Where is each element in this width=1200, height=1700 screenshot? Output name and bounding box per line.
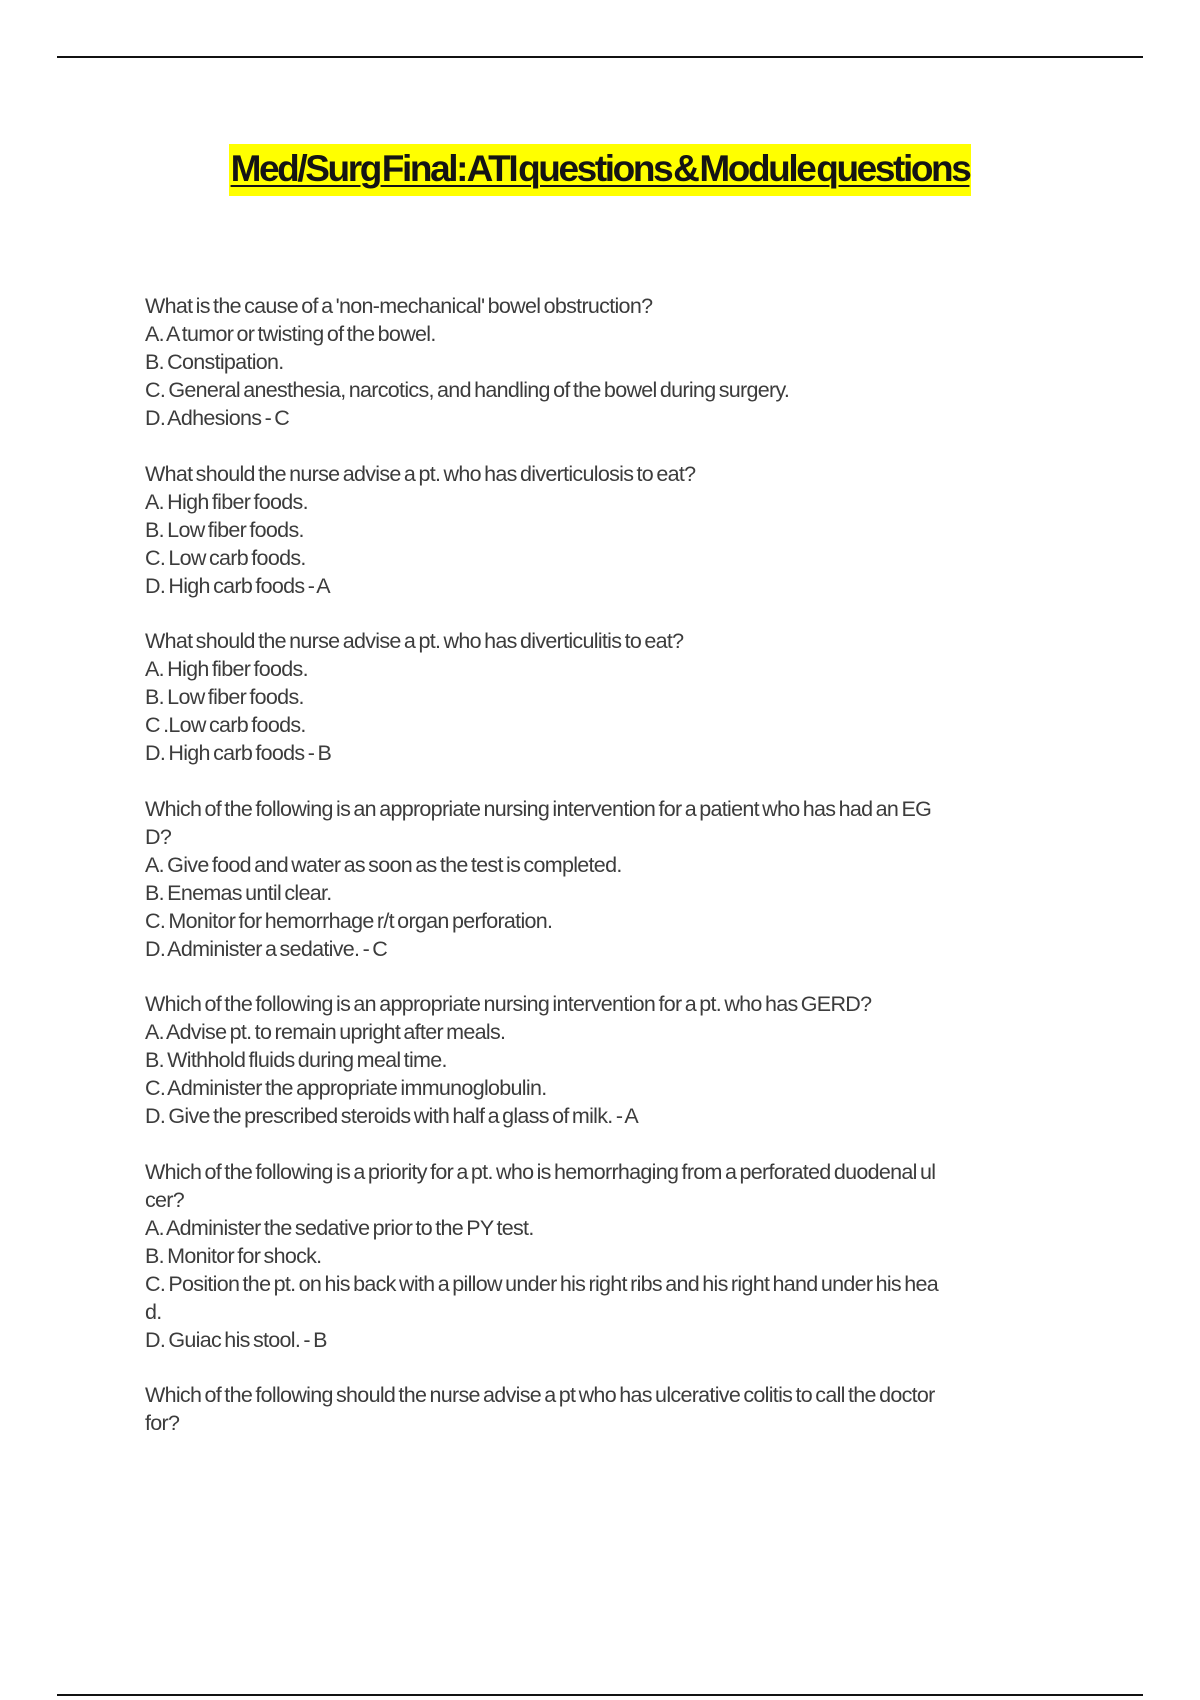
top-rule xyxy=(57,56,1143,58)
question-block xyxy=(145,292,1085,432)
answer-option: A. Administer the sedative prior to the PY test. xyxy=(145,1215,534,1240)
answer-option: B. Withhold fluids during meal time. xyxy=(145,1048,447,1072)
answer-option: B. Enemas until clear. xyxy=(145,880,332,905)
answer-option: A. A tumor or twisting of the bowel. xyxy=(145,322,436,346)
question-block xyxy=(145,990,1085,1130)
bottom-rule xyxy=(57,1694,1143,1696)
answer-option: C. General anesthesia, narcotics, and handling of the bowel during surgery. xyxy=(145,378,790,402)
document-title: Med/Surg Final: ATI questions & Module questions xyxy=(229,144,972,196)
answer-option: D. Adhesions - C xyxy=(145,406,290,430)
answer-option: B. Monitor for shock. xyxy=(145,1243,322,1268)
question-block xyxy=(145,795,1085,963)
answer-option: B. Low fiber foods. xyxy=(145,517,304,542)
answer-option: D. Give the prescribed steroids with half a glass of milk. - A xyxy=(145,1104,639,1128)
answer-option: C .Low carb foods. xyxy=(145,713,306,737)
answer-option: A. High fiber foods. xyxy=(145,657,308,681)
answer-option: d. xyxy=(145,1299,162,1324)
answer-option: D. Administer a sedative. - C xyxy=(145,936,388,961)
question-list xyxy=(145,292,1085,1465)
question-text: for? xyxy=(145,1411,180,1435)
answer-option: B. Constipation. xyxy=(145,350,284,374)
question-text: Which of the following should the nurse advise a pt who has ulcerative colitis to call the doctor xyxy=(145,1383,935,1407)
question-text: Which of the following is an appropriate nursing intervention for a patient who has had an EG xyxy=(145,796,932,821)
question-block xyxy=(145,1381,1085,1437)
answer-option: D. High carb foods - A xyxy=(145,573,330,598)
answer-option: C. Low carb foods. xyxy=(145,545,306,570)
answer-option: D. High carb foods - B xyxy=(145,741,332,765)
question-block xyxy=(145,627,1085,767)
title-block xyxy=(0,144,1200,196)
question-text: D? xyxy=(145,824,172,849)
question-text: What should the nurse advise a pt. who has diverticulosis to eat? xyxy=(145,461,696,486)
question-text: cer? xyxy=(145,1187,185,1212)
question-text: What is the cause of a 'non-mechanical' bowel obstruction? xyxy=(145,294,653,318)
answer-option: D. Guiac his stool. - B xyxy=(145,1327,327,1352)
question-block xyxy=(145,460,1085,600)
answer-option: C. Monitor for hemorrhage r/t organ perforation. xyxy=(145,908,553,933)
answer-option: C. Administer the appropriate immunoglobulin. xyxy=(145,1076,547,1100)
answer-option: A. Give food and water as soon as the test is completed. xyxy=(145,852,622,877)
answer-option: C. Position the pt. on his back with a pillow under his right ribs and his right hand under his hea xyxy=(145,1271,939,1296)
answer-option: A. Advise pt. to remain upright after meals. xyxy=(145,1020,506,1044)
answer-option: A. High fiber foods. xyxy=(145,489,308,514)
question-text: Which of the following is an appropriate nursing intervention for a pt. who has GERD? xyxy=(145,992,872,1016)
answer-option: B. Low fiber foods. xyxy=(145,685,304,709)
question-text: Which of the following is a priority for a pt. who is hemorrhaging from a perforated duodenal ul xyxy=(145,1159,936,1184)
question-block xyxy=(145,1158,1085,1354)
question-text: What should the nurse advise a pt. who has diverticulitis to eat? xyxy=(145,629,684,653)
